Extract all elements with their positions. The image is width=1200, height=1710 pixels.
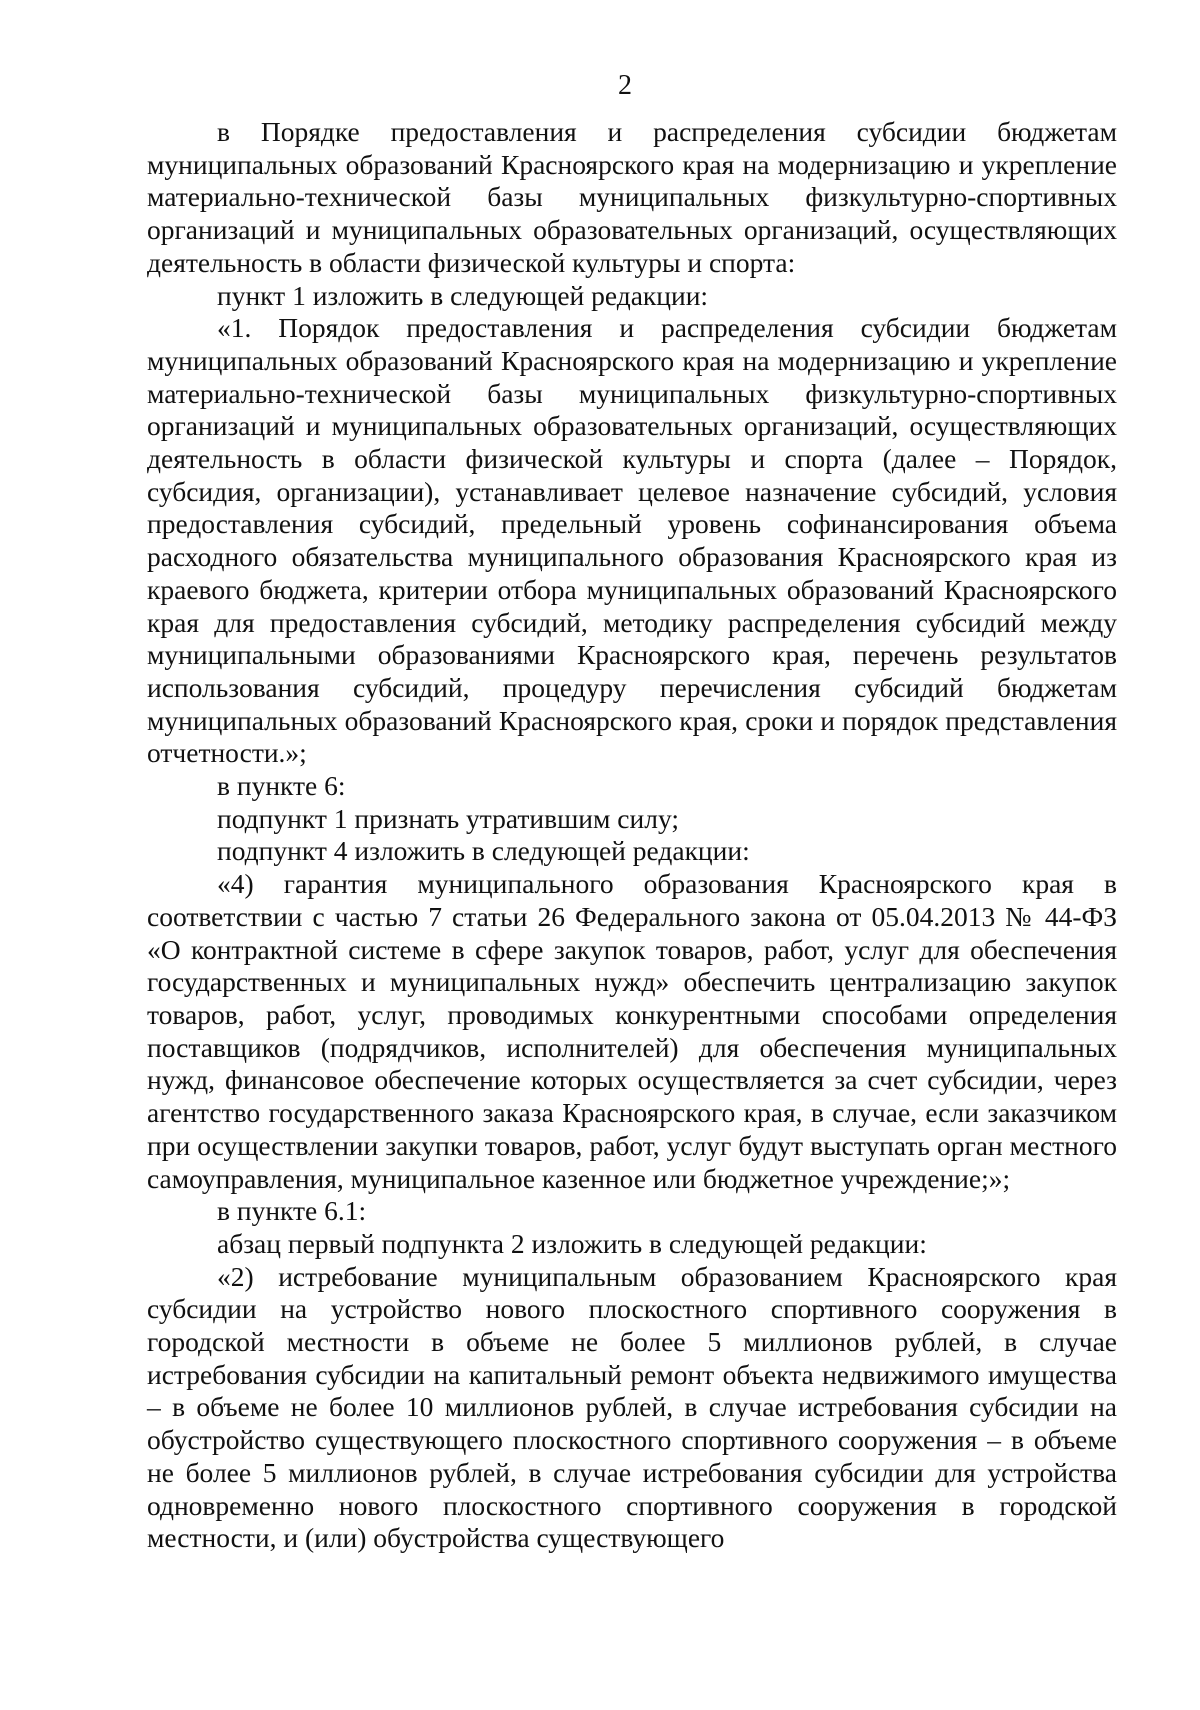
page-number: 2 — [618, 70, 632, 101]
paragraph-point-6-heading: в пункте 6: — [217, 770, 346, 802]
document-body — [147, 116, 1117, 1555]
paragraph-intro: в Порядке предоставления и распределения субсидии бюджетам муниципальных образований Красноярского края на модернизацию и укрепление материально-технической базы муниципальных физкультурно-спортивных организаций и муниципальных образовательных организаций, осуществляющих деятельность в области физической культуры и спорта: — [147, 116, 1117, 278]
paragraph-subpoint-4-instruction: подпункт 4 изложить в следующей редакции: — [217, 835, 750, 867]
paragraph-subpoint-1: подпункт 1 признать утратившим силу; — [217, 802, 679, 834]
paragraph-subpoint-2-text: «2) истребование муниципальным образованием Красноярского края субсидии на устройство нового плоскостного спортивного сооружения в городской местности в объеме не более 5 миллионов рублей, в случае истребования субсидии на капитальный ремонт объекта недвижимого имущества – в объеме не более 10 миллионов рублей, в случае истребования субсидии на обустройство существующего плоскостного спортивного сооружения – в объеме не более 5 миллионов рублей, в случае истребования субсидии для устройства одновременно нового плоскостного спортивного сооружения в городской местности, и (или) обустройства существующего — [147, 1260, 1117, 1554]
paragraph-subpoint-2-instruction: абзац первый подпункта 2 изложить в следующей редакции: — [217, 1227, 927, 1259]
paragraph-point-6-1-heading: в пункте 6.1: — [217, 1195, 367, 1227]
paragraph-subpoint-4-text: «4) гарантия муниципального образования Красноярского края в соответствии с частью 7 статьи 26 Федерального закона от 05.04.2013 № 44-ФЗ «О контрактной системе в сфере закупок товаров, работ, услуг для обеспечения государственных и муниципальных нужд» обеспечить централизацию закупок товаров, работ, услуг, проводимых конкурентными способами определения поставщиков (подрядчиков, исполнителей) для обеспечения муниципальных нужд, финансовое обеспечение которых осуществляется за счет субсидии, через агентство государственного заказа Красноярского края, в случае, если заказчиком при осуществлении закупки товаров, работ, услуг будут выступать орган местного самоуправления, муниципальное казенное или бюджетное учреждение;»; — [147, 868, 1117, 1194]
paragraph-point-1-text: «1. Порядок предоставления и распределения субсидии бюджетам муниципальных образований Красноярского края на модернизацию и укрепление материально-технической базы муниципальных физкультурно-спортивных организаций и муниципальных образовательных организаций, осуществляющих деятельность в области физической культуры и спорта (далее – Порядок, субсидия, организации), устанавливает целевое назначение субсидий, условия предоставления субсидий, предельный уровень софинансирования объема расходного обязательства муниципального образования Красноярского края из краевого бюджета, критерии отбора муниципальных образований Красноярского края для предоставления субсидий, методику распределения субсидий между муниципальными образованиями Красноярского края, перечень результатов использования субсидий, процедуру перечисления субсидий бюджетам муниципальных образований Красноярского края, сроки и порядок представления отчетности.»; — [147, 312, 1117, 769]
paragraph-point-1-instruction: пункт 1 изложить в следующей редакции: — [217, 279, 709, 311]
